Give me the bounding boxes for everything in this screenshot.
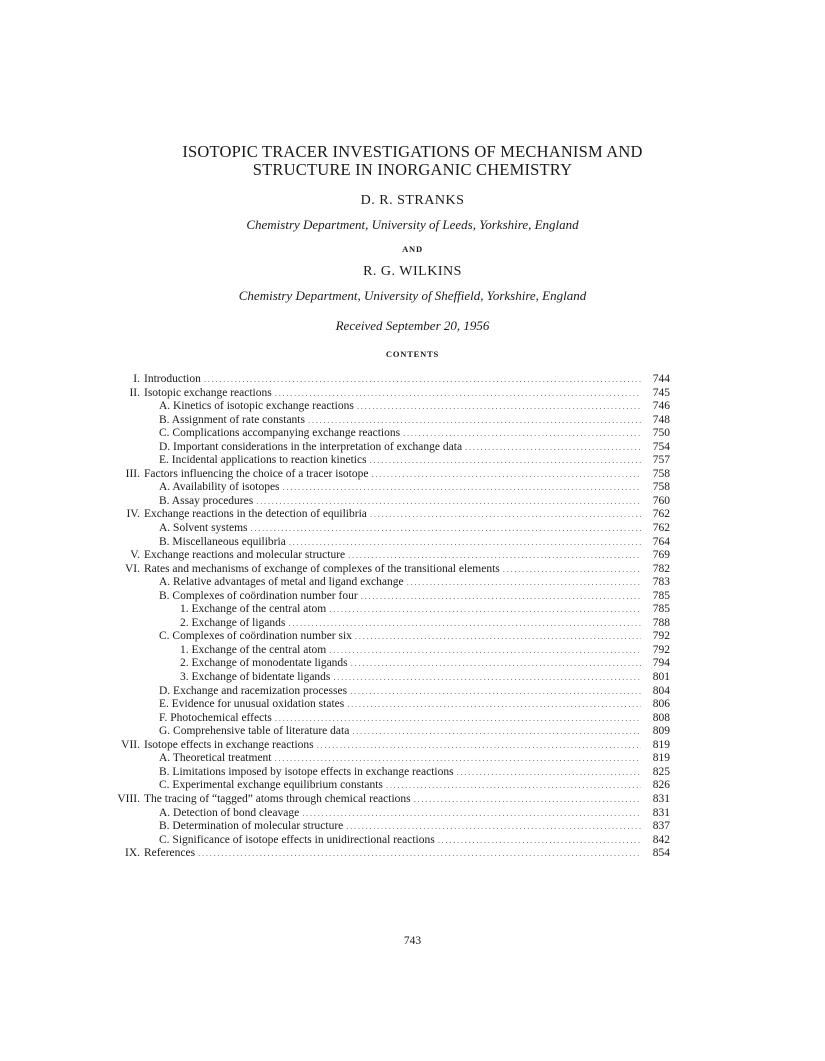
dot-leader bbox=[256, 495, 641, 509]
dot-leader bbox=[457, 766, 641, 780]
toc-page-number: 819 bbox=[652, 738, 670, 751]
toc-page-number: 794 bbox=[652, 657, 670, 670]
toc-entry-label: Rates and mechanisms of exchange of complexes of the transitional elements bbox=[144, 562, 500, 575]
dot-leader bbox=[386, 779, 641, 793]
toc-entry bbox=[100, 698, 670, 712]
toc-entry-label: E. Evidence for unusual oxidation states bbox=[159, 698, 345, 711]
toc-entry-label: F. Photochemical effects bbox=[159, 711, 272, 724]
toc-entry-label: 1. Exchange of the central atom bbox=[180, 603, 327, 616]
toc-entry-label: Factors influencing the choice of a tracer isotope bbox=[144, 467, 369, 480]
title-line-1: ISOTOPIC TRACER INVESTIGATIONS OF MECHANISM AND bbox=[182, 142, 643, 161]
toc-entry bbox=[100, 563, 670, 577]
toc-entry-label: A. Solvent systems bbox=[159, 522, 248, 535]
toc-entry-label: E. Incidental applications to reaction kinetics bbox=[159, 454, 367, 467]
dot-leader bbox=[403, 427, 641, 441]
dot-leader bbox=[407, 576, 641, 590]
toc-entry-label: Isotopic exchange reactions bbox=[144, 386, 272, 399]
title-line-2: STRUCTURE IN INORGANIC CHEMISTRY bbox=[252, 160, 573, 179]
toc-entry bbox=[100, 454, 670, 468]
dot-leader bbox=[370, 508, 641, 522]
toc-entry-label: C. Experimental exchange equilibrium constants bbox=[159, 779, 383, 792]
dot-leader bbox=[308, 414, 641, 428]
toc-section-number: IV. bbox=[126, 508, 140, 521]
toc-entry-label: A. Relative advantages of metal and ligand exchange bbox=[159, 576, 404, 589]
toc-entry-label: A. Detection of bond cleavage bbox=[159, 806, 300, 819]
toc-entry bbox=[100, 644, 670, 658]
toc-entry bbox=[100, 671, 670, 685]
toc-entry-label: 2. Exchange of ligands bbox=[180, 616, 286, 629]
toc-section-number: II. bbox=[129, 386, 140, 399]
dot-leader bbox=[503, 563, 641, 577]
dot-leader bbox=[275, 712, 641, 726]
dot-leader bbox=[370, 454, 641, 468]
toc-page-number: 809 bbox=[652, 725, 670, 738]
toc-entry-label: B. Limitations imposed by isotope effects in exchange reactions bbox=[159, 765, 454, 778]
toc-entry-label: Introduction bbox=[144, 373, 201, 385]
affiliation-2: Chemistry Department, University of Sheffield, Yorkshire, England bbox=[238, 288, 587, 303]
toc-entry bbox=[100, 725, 670, 739]
toc-page-number: 819 bbox=[652, 752, 670, 765]
dot-leader bbox=[283, 481, 641, 495]
toc-page-number: 826 bbox=[652, 779, 670, 792]
toc-entry bbox=[100, 685, 670, 699]
toc-page-number: 831 bbox=[652, 792, 670, 805]
toc-section-number: V. bbox=[130, 549, 140, 562]
toc-section-number: III. bbox=[125, 467, 140, 480]
dot-leader bbox=[329, 603, 641, 617]
table-of-contents bbox=[100, 373, 670, 861]
toc-entry-label: C. Complexes of coördination number six bbox=[159, 630, 352, 643]
toc-page-number: 758 bbox=[652, 481, 670, 494]
toc-page-number: 785 bbox=[652, 589, 670, 602]
dot-leader bbox=[333, 671, 641, 685]
dot-leader bbox=[317, 739, 641, 753]
toc-entry bbox=[100, 400, 670, 414]
toc-entry-label: D. Exchange and racemization processes bbox=[159, 684, 348, 697]
toc-entry-label: References bbox=[144, 847, 196, 860]
toc-page-number: 792 bbox=[652, 643, 670, 656]
dot-leader bbox=[355, 630, 641, 644]
dot-leader bbox=[275, 752, 641, 766]
dot-leader bbox=[251, 522, 642, 536]
toc-page-number: 744 bbox=[652, 373, 670, 385]
toc-page-number: 762 bbox=[652, 522, 670, 535]
toc-entry bbox=[100, 834, 670, 848]
dot-leader bbox=[465, 441, 641, 455]
toc-page-number: 801 bbox=[652, 671, 670, 684]
toc-entry-label: 3. Exchange of bidentate ligands bbox=[180, 671, 331, 684]
toc-page-number: 764 bbox=[652, 535, 670, 548]
toc-page-number: 837 bbox=[652, 820, 670, 833]
article-title bbox=[100, 143, 725, 179]
toc-entry bbox=[100, 427, 670, 441]
toc-entry bbox=[100, 766, 670, 780]
toc-page-number: 750 bbox=[652, 427, 670, 440]
toc-section-number: I. bbox=[133, 373, 140, 385]
toc-entry bbox=[100, 387, 670, 401]
toc-entry bbox=[100, 549, 670, 563]
toc-entry-label: G. Comprehensive table of literature data bbox=[159, 725, 350, 738]
page-number: 743 bbox=[403, 935, 422, 947]
toc-page-number: 758 bbox=[652, 467, 670, 480]
toc-entry-label: 2. Exchange of monodentate ligands bbox=[180, 657, 348, 670]
dot-leader bbox=[289, 536, 641, 550]
toc-entry-label: B. Assay procedures bbox=[159, 494, 254, 507]
toc-entry-label: A. Kinetics of isotopic exchange reactions bbox=[159, 400, 354, 413]
toc-entry bbox=[100, 481, 670, 495]
author-1: D. R. STRANKS bbox=[360, 193, 465, 208]
toc-entry-label: Exchange reactions and molecular structure bbox=[144, 549, 346, 562]
toc-section-number: VII. bbox=[121, 738, 140, 751]
received-date: Received September 20, 1956 bbox=[335, 318, 490, 333]
toc-entry-label: Exchange reactions in the detection of equilibria bbox=[144, 508, 367, 521]
toc-page-number: 792 bbox=[652, 630, 670, 643]
dot-leader bbox=[198, 847, 641, 861]
toc-page-number: 746 bbox=[652, 400, 670, 413]
toc-page-number: 762 bbox=[652, 508, 670, 521]
dot-leader bbox=[288, 617, 641, 631]
toc-entry bbox=[100, 779, 670, 793]
contents-heading: CONTENTS bbox=[385, 349, 440, 359]
toc-entry bbox=[100, 590, 670, 604]
toc-entry-label: B. Miscellaneous equilibria bbox=[159, 535, 286, 548]
dot-leader bbox=[329, 644, 641, 658]
toc-entry bbox=[100, 793, 670, 807]
toc-entry-label: Isotope effects in exchange reactions bbox=[144, 738, 314, 751]
toc-entry-label: C. Complications accompanying exchange reactions bbox=[159, 427, 401, 440]
toc-entry-label: A. Availability of isotopes bbox=[159, 481, 280, 494]
dot-leader bbox=[275, 387, 641, 401]
toc-entry bbox=[100, 630, 670, 644]
dot-leader bbox=[414, 793, 641, 807]
dot-leader bbox=[351, 657, 641, 671]
toc-entry bbox=[100, 414, 670, 428]
dot-leader bbox=[348, 549, 641, 563]
dot-leader bbox=[352, 725, 641, 739]
toc-section-number: VI. bbox=[124, 562, 140, 575]
author-2: R. G. WILKINS bbox=[363, 264, 462, 279]
toc-page-number: 748 bbox=[652, 413, 670, 426]
toc-entry bbox=[100, 536, 670, 550]
dot-leader bbox=[347, 698, 641, 712]
toc-page-number: 785 bbox=[652, 603, 670, 616]
toc-page-number: 804 bbox=[652, 684, 670, 697]
and-separator: AND bbox=[402, 244, 423, 254]
toc-entry-label: The tracing of “tagged” atoms through chemical reactions bbox=[144, 792, 411, 805]
toc-entry-label: C. Significance of isotope effects in unidirectional reactions bbox=[159, 833, 435, 846]
dot-leader bbox=[346, 820, 641, 834]
toc-entry bbox=[100, 657, 670, 671]
toc-entry-label: B. Complexes of coördination number four bbox=[159, 589, 358, 602]
toc-page-number: 806 bbox=[652, 698, 670, 711]
toc-page-number: 842 bbox=[652, 833, 670, 846]
toc-entry-label: A. Theoretical treatment bbox=[159, 752, 272, 765]
toc-page-number: 788 bbox=[652, 616, 670, 629]
toc-page-number: 831 bbox=[652, 806, 670, 819]
toc-page-number: 760 bbox=[652, 494, 670, 507]
toc-section-number: VIII. bbox=[117, 792, 140, 805]
toc-entry bbox=[100, 468, 670, 482]
toc-entry bbox=[100, 752, 670, 766]
toc-entry-label: B. Determination of molecular structure bbox=[159, 820, 344, 833]
dot-leader bbox=[357, 400, 641, 414]
toc-page-number: 754 bbox=[652, 440, 670, 453]
toc-page-number: 808 bbox=[652, 711, 670, 724]
toc-entry bbox=[100, 495, 670, 509]
toc-entry bbox=[100, 576, 670, 590]
toc-page-number: 769 bbox=[652, 549, 670, 562]
toc-page-number: 783 bbox=[652, 576, 670, 589]
toc-entry bbox=[100, 617, 670, 631]
toc-entry bbox=[100, 847, 670, 861]
dot-leader bbox=[302, 807, 641, 821]
toc-entry-label: 1. Exchange of the central atom bbox=[180, 643, 327, 656]
toc-page-number: 854 bbox=[652, 847, 670, 860]
toc-entry bbox=[100, 441, 670, 455]
dot-leader bbox=[361, 590, 641, 604]
toc-entry bbox=[100, 739, 670, 753]
toc-page-number: 825 bbox=[652, 765, 670, 778]
toc-entry bbox=[100, 820, 670, 834]
toc-page-number: 745 bbox=[652, 386, 670, 399]
toc-section-number: IX. bbox=[124, 847, 140, 860]
toc-page-number: 757 bbox=[652, 454, 670, 467]
toc-entry bbox=[100, 522, 670, 536]
toc-page-number: 782 bbox=[652, 562, 670, 575]
toc-entry bbox=[100, 508, 670, 522]
dot-leader bbox=[438, 834, 641, 848]
affiliation-1: Chemistry Department, University of Leeds, Yorkshire, England bbox=[246, 217, 579, 232]
dot-leader bbox=[350, 685, 641, 699]
toc-entry bbox=[100, 603, 670, 617]
toc-entry bbox=[100, 373, 670, 387]
dot-leader bbox=[371, 468, 641, 482]
toc-entry-label: D. Important considerations in the interpretation of exchange data bbox=[159, 440, 463, 453]
toc-entry bbox=[100, 807, 670, 821]
toc-entry-label: B. Assignment of rate constants bbox=[159, 413, 305, 426]
dot-leader bbox=[204, 373, 641, 387]
toc-entry bbox=[100, 712, 670, 726]
